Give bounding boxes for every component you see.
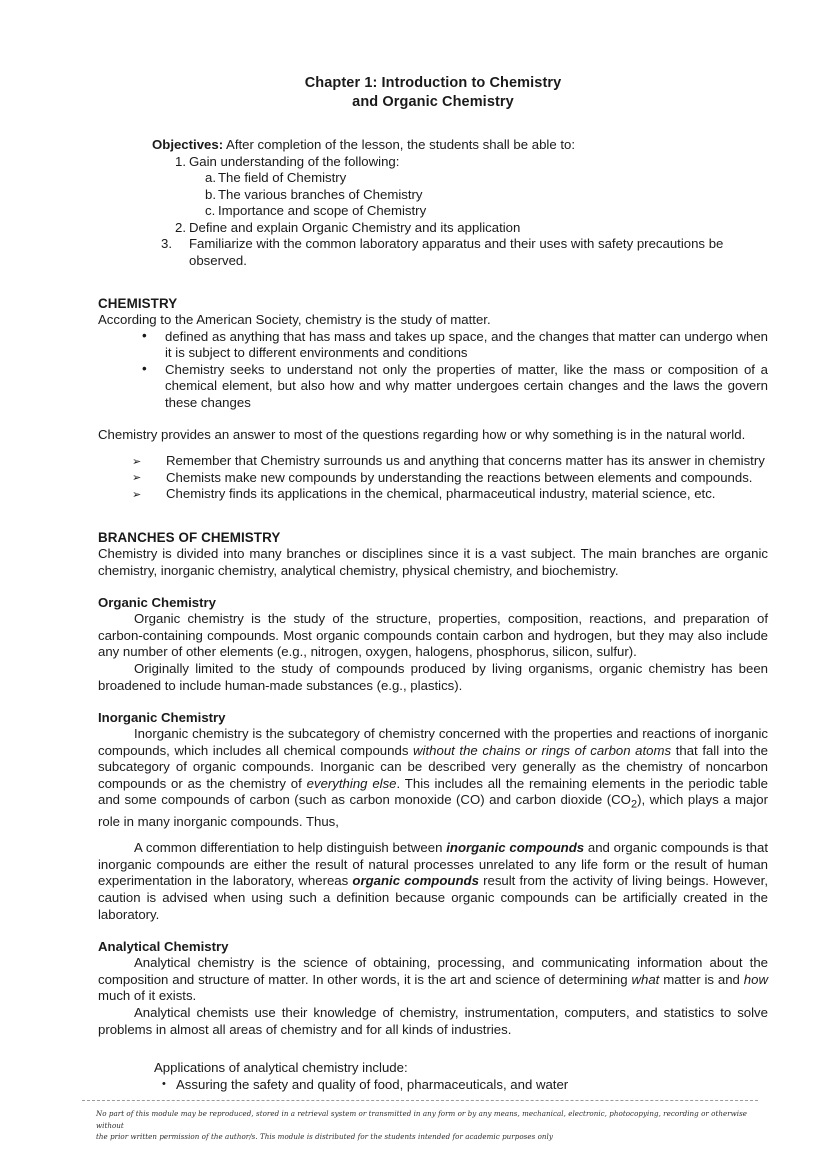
inorganic-p2-part-b: and organic compounds is that inorganic compounds are either the result of natural processes unrelated to any life form or the result of human experimentation in the laboratory, whereas <box>98 840 768 889</box>
inorganic-p2-part-a: A common differentiation to help distinguish between <box>134 840 447 856</box>
analytical-p1-part-a: Analytical chemistry is the science of obtaining, processing, and communicating information about the composition and structure of matter. In other words, it is the art and science of determining <box>98 955 768 987</box>
objective-item-3-text: Familiarize with the common laboratory apparatus and their uses with safety precautions be observed. <box>189 236 724 268</box>
objective-item-1a <box>152 170 768 187</box>
inorganic-p2-bold-1: inorganic compounds <box>446 840 585 856</box>
document-content <box>98 74 768 1093</box>
inorganic-p1-italic-1: without the chains or rings of carbon atoms <box>413 742 672 758</box>
list-item: • defined as anything that has mass and takes up space, and the changes that matter can undergo when it is subject to different environments and conditions <box>138 329 768 362</box>
subsection-heading-inorganic: Inorganic Chemistry <box>98 710 226 726</box>
organic-paragraph-1: Organic chemistry is the study of the structure, properties, composition, reactions, and preparation of carbon-containing compounds. Most organic compounds contain carbon and hydrogen, but they may also include any number of other elements (e.g., nitrogen, oxygen, halogens, phosphorus, silicon, sulfur). <box>98 611 768 660</box>
footer-line-1: No part of this module may be reproduced, stored in a retrieval system or transmitted in any form or by any means, mechanical, electronic, photocopying, recording or otherwise without <box>96 1109 748 1130</box>
footer-line-2: the prior written permission of the author/s. This module is distributed for the students intended for academic purposes only <box>96 1132 553 1141</box>
list-item: ➢ Chemistry finds its applications in the chemical, pharmaceutical industry, material science, etc. <box>130 486 768 503</box>
objectives-lead <box>152 137 768 154</box>
analytical-p1-part-b: matter is and <box>659 971 744 987</box>
subsection-heading-organic: Organic Chemistry <box>98 595 216 611</box>
analytical-p1-part-c: much of it exists. <box>98 988 197 1004</box>
inorganic-p1-part-c: . This includes all the remaining elements in the periodic table and some compounds of carbon (such as carbon monoxide (CO) and carbon dioxide (CO <box>98 775 768 808</box>
inorganic-p1-part-a: Inorganic chemistry is the subcategory of chemistry concerned with the properties and reactions of inorganic compounds, which includes all chemical compounds <box>98 726 768 758</box>
subsection-heading-analytical: Analytical Chemistry <box>98 939 229 955</box>
inorganic-p2-part-c: result from the activity of living beings. However, caution is advised when using such a definition because organic compounds can be artificially created in the laboratory. <box>98 873 769 922</box>
section-heading-branches: BRANCHES OF CHEMISTRY <box>98 529 281 545</box>
objectives-block <box>152 137 768 269</box>
objective-item-1b-marker: b. <box>205 186 216 202</box>
objective-item-2-marker: 2. <box>175 219 186 235</box>
branches-intro: Chemistry is divided into many branches or disciplines since it is a vast subject. The main branches are organic chemistry, inorganic chemistry, analytical chemistry, physical chemistry, and biochemistry. <box>98 545 768 578</box>
chemistry-paragraph: Chemistry provides an answer to most of the questions regarding how or why something is in the natural world. <box>98 426 746 442</box>
organic-paragraph-2: Originally limited to the study of compounds produced by living organisms, organic chemistry has been broadened to include human-made substances (e.g., plastics). <box>98 660 768 693</box>
chemistry-bullet-list <box>98 329 768 412</box>
page-footer <box>82 1100 758 1143</box>
page-title <box>98 74 768 112</box>
objective-item-1a-text: The field of Chemistry <box>218 170 347 185</box>
inorganic-paragraph-2 <box>98 840 768 923</box>
list-item: • Chemistry seeks to understand not only the properties of matter, like the mass or composition of a chemical element, but also how and why matter undergoes certain changes and the laws the govern these changes <box>138 362 768 412</box>
inorganic-p1-italic-2: everything else <box>306 775 397 791</box>
objective-item-1a-marker: a. <box>205 170 216 185</box>
objective-item-3-marker: 3. <box>161 236 172 251</box>
objective-item-1-text: Gain understanding of the following: <box>189 153 400 169</box>
inorganic-paragraph-1 <box>98 726 768 830</box>
analytical-p1-italic-1: what <box>631 971 660 987</box>
co2-subscript: 2 <box>630 799 638 812</box>
applications-label: Applications of analytical chemistry include: <box>154 1060 408 1076</box>
chemistry-intro: According to the American Society, chemistry is the study of matter. <box>98 312 491 327</box>
inorganic-p1-part-b: that fall into the subcategory of organic compounds. Inorganic can be described very generally as the chemistry of noncarbon compounds or as the chemistry of <box>98 742 768 791</box>
objective-item-1b-text: The various branches of Chemistry <box>218 186 423 202</box>
list-item: ➢ Remember that Chemistry surrounds us and anything that concerns matter has its answer in chemistry <box>130 453 768 470</box>
list-item: ➢ Chemists make new compounds by understanding the reactions between elements and compounds. <box>130 470 768 487</box>
objective-item-1 <box>152 154 768 171</box>
title-line-2: and Organic Chemistry <box>352 94 514 110</box>
list-item: • Assuring the safety and quality of food, pharmaceuticals, and water <box>154 1076 768 1093</box>
objective-item-1c <box>152 203 768 220</box>
applications-block <box>154 1059 768 1093</box>
objective-item-1c-text: Importance and scope of Chemistry <box>218 203 427 218</box>
chemistry-arrow-list <box>98 453 768 503</box>
inorganic-p2-bold-2: organic compounds <box>352 873 479 889</box>
inorganic-p1-part-d: ), which plays a major role in many inorganic compounds. Thus, <box>98 792 768 829</box>
section-heading-chemistry: CHEMISTRY <box>98 296 178 311</box>
objective-item-1b <box>152 187 768 204</box>
objective-item-3 <box>152 236 768 269</box>
analytical-paragraph-1 <box>98 955 768 1005</box>
footer-divider <box>82 1100 758 1101</box>
objective-item-1-marker: 1. <box>175 153 186 169</box>
objective-item-2-text: Define and explain Organic Chemistry and its application <box>189 219 521 235</box>
analytical-paragraph-2: Analytical chemists use their knowledge of chemistry, instrumentation, computers, and statistics to solve problems in almost all areas of chemistry and for all kinds of industries. <box>98 1005 768 1037</box>
objectives-label: Objectives: <box>152 137 224 152</box>
objectives-lead-text: After completion of the lesson, the students shall be able to: <box>223 137 575 152</box>
title-line-1: Chapter 1: Introduction to Chemistry <box>304 75 562 91</box>
objective-item-1c-marker: c. <box>205 203 216 218</box>
objective-item-2 <box>152 220 768 237</box>
analytical-p1-italic-2: how <box>743 971 768 987</box>
